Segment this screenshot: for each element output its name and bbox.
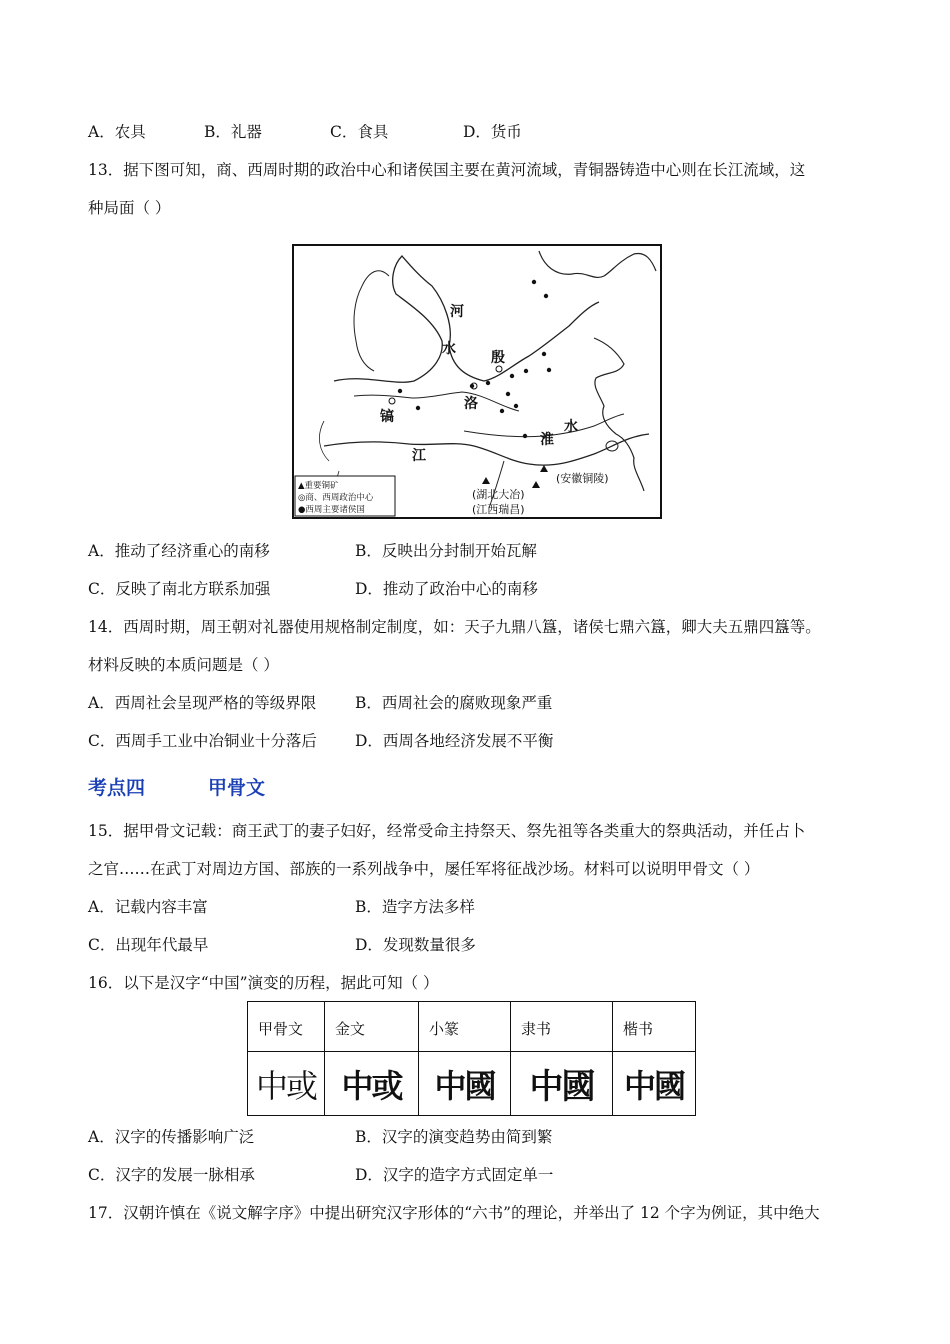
map-label-huai: 淮 [540, 432, 554, 448]
q12-option-b: B．礼器 [204, 123, 262, 141]
coastline [539, 251, 656, 277]
header-lishu: 隶书 [511, 1002, 613, 1052]
coastline-peninsula [594, 338, 644, 491]
header-jiaguwen: 甲骨文 [248, 1002, 325, 1052]
q13-option-c: C．反映了南北方联系加强 [88, 580, 271, 598]
map-label-hubei: (湖北大冶) [472, 488, 525, 501]
q15-option-c: C．出现年代最早 [88, 936, 209, 954]
q16-option-b: B．汉字的演变趋势由简到繁 [355, 1128, 553, 1146]
q14-option-a: A．西周社会呈现严格的等级界限 [88, 694, 317, 712]
legend-copper: ▲重要铜矿 [298, 481, 339, 491]
section-number: 考点四 [88, 777, 146, 799]
script-header-row [248, 1002, 696, 1052]
q15-option-b: B．造字方法多样 [355, 898, 475, 916]
map-svg [294, 246, 660, 517]
header-xiaozhuan: 小篆 [419, 1002, 511, 1052]
map-label-shui2: 水 [564, 419, 578, 435]
section-title: 甲骨文 [208, 777, 266, 799]
q17-stem-line1: 17．汉朝许慎在《说文解字序》中提出研究汉字形体的“六书”的理论，并举出了 12 个字为例证，其中绝大 [88, 1204, 820, 1222]
q16-option-d: D．汉字的造字方式固定单一 [355, 1166, 554, 1184]
glyph-jinwen: 中或 [325, 1052, 419, 1116]
bronze-map [292, 244, 662, 519]
map-label-hao: 镐 [380, 409, 394, 425]
q12-option-a: A．农具 [88, 123, 146, 141]
map-label-shui: 水 [442, 341, 456, 357]
glyph-kaishu: 中國 [613, 1052, 696, 1116]
copper-mines [482, 465, 548, 488]
legend-capital: ◎商、西周政治中心 [298, 493, 374, 503]
q14-option-b: B．西周社会的腐败现象严重 [355, 694, 553, 712]
q13-option-b: B．反映出分封制开始瓦解 [355, 542, 537, 560]
q15-option-a: A．记载内容丰富 [88, 898, 208, 916]
q15-option-d: D．发现数量很多 [355, 936, 476, 954]
q14-stem-line1: 14．西周时期，周王朝对礼器使用规格制定制度，如：天子九鼎八簋，诸侯七鼎六簋，卿大夫五鼎四簋等。 [88, 618, 821, 636]
q14-option-c: C．西周手工业中冶铜业十分落后 [88, 732, 317, 750]
q15-stem-line1: 15．据甲骨文记载：商王武丁的妻子妇好，经常受命主持祭天、祭先祖等各类重大的祭典活动，并任占卜 [88, 822, 806, 840]
q14-option-d: D．西周各地经济发展不平衡 [355, 732, 554, 750]
q14-stem-line2: 材料反映的本质问题是（ ） [88, 656, 279, 674]
yangtze-river [324, 434, 649, 465]
map-label-he: 河 [450, 304, 464, 320]
wei-river [354, 392, 519, 411]
script-glyph-row [248, 1052, 696, 1116]
map-label-luo: 洛 [464, 396, 478, 412]
q13-stem-line1: 13．据下图可知，商、西周时期的政治中心和诸侯国主要在黄河流域，青铜器铸造中心则在长江流域，这 [88, 161, 806, 179]
yellow-river [334, 256, 599, 382]
glyph-lishu: 中國 [511, 1052, 613, 1116]
legend-vassal: ●西周主要诸侯国 [298, 505, 365, 515]
map-label-jiangxi: (江西瑞昌) [472, 503, 525, 516]
q13-stem-line2: 种局面（ ） [88, 199, 171, 217]
script-evolution-table [247, 1001, 696, 1116]
vassal-dots [398, 280, 551, 438]
q13-option-d: D．推动了政治中心的南移 [355, 580, 538, 598]
yellow-river-upper [354, 271, 389, 371]
q16-option-c: C．汉字的发展一脉相承 [88, 1166, 255, 1184]
header-jinwen: 金文 [325, 1002, 419, 1052]
glyph-jiaguwen: 中或 [248, 1052, 325, 1116]
section-heading [88, 773, 265, 800]
q12-option-d: D．货币 [463, 123, 522, 141]
map-label-yin: 殷 [491, 350, 505, 366]
map-label-jiang: 江 [412, 448, 426, 464]
header-kaishu: 楷书 [613, 1002, 696, 1052]
map-label-anhui: (安徽铜陵) [556, 472, 609, 485]
q15-stem-line2: 之官……在武丁对周边方国、部族的一系列战争中，屡任军将征战沙场。材料可以说明甲骨文（ ） [88, 860, 760, 878]
q13-option-a: A．推动了经济重心的南移 [88, 542, 270, 560]
q16-stem: 16．以下是汉字“中国”演变的历程，据此可知（ ） [88, 974, 439, 992]
q16-option-a: A．汉字的传播影响广泛 [88, 1128, 255, 1146]
glyph-xiaozhuan: 中國 [419, 1052, 511, 1116]
q12-option-c: C．食具 [330, 123, 389, 141]
